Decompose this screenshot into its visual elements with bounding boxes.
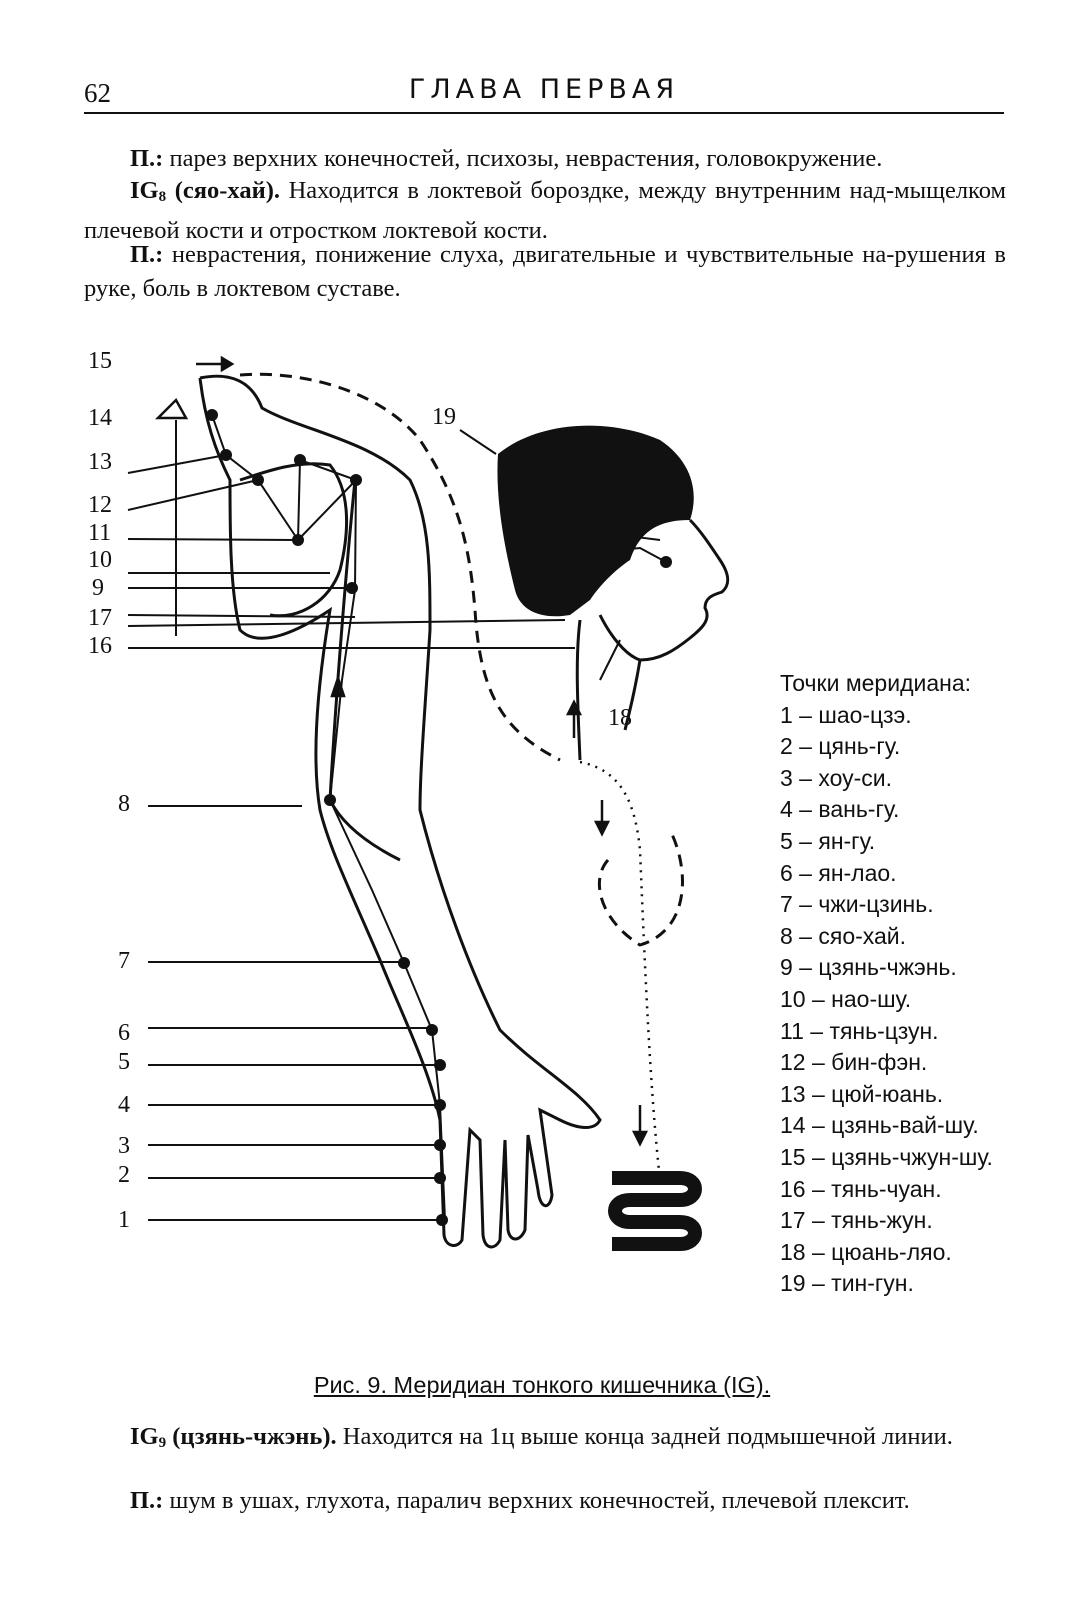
label-18: 18 <box>608 705 632 731</box>
label-9: 9 <box>92 575 104 601</box>
point-number: 9 <box>158 1435 167 1451</box>
label-6: 6 <box>118 1020 130 1046</box>
point-heading <box>130 177 280 204</box>
point-name: (сяо-хай). <box>166 177 280 204</box>
page-number: 62 <box>84 78 111 108</box>
point-heading <box>130 1423 337 1450</box>
legend-item: 12 – бин-фэн. <box>780 1049 928 1076</box>
label-16: 16 <box>88 633 112 659</box>
point-name: (цзянь-чжэнь). <box>166 1423 337 1450</box>
indications-label: П.: <box>130 145 164 172</box>
point-location-text: Находится на 1ц выше конца задней подмышечной линии. <box>336 1423 953 1450</box>
label-17: 17 <box>88 605 112 631</box>
indications-label: П.: <box>130 1487 164 1514</box>
meridian-dotted-path <box>580 762 660 1180</box>
legend-item: 16 – тянь-чуан. <box>780 1175 942 1202</box>
figure-caption-text: Рис. 9. Меридиан тонкого кишечника (IG). <box>313 1372 771 1398</box>
legend-item: 9 – цзянь-чжэнь. <box>780 954 957 981</box>
legend-item: 6 – ян-лао. <box>780 859 897 886</box>
paragraph-indications-ig9 <box>84 1484 1006 1518</box>
legend-item: 19 – тин-гун. <box>780 1270 914 1297</box>
legend-item: 7 – чжи-цзинь. <box>780 891 934 918</box>
legend-item: 8 – сяо-хай. <box>780 922 907 949</box>
label-3: 3 <box>118 1133 130 1159</box>
intestine-icon <box>612 1178 695 1244</box>
label-7: 7 <box>118 948 130 974</box>
legend-item: 3 – хоу-си. <box>780 764 893 791</box>
label-2: 2 <box>118 1162 130 1188</box>
chapter-title: ГЛАВА ПЕРВАЯ <box>408 74 680 105</box>
legend-item: 18 – цюань-ляо. <box>780 1238 952 1265</box>
meridian-points-legend <box>780 668 1070 1300</box>
paragraph-ig8 <box>84 174 1006 248</box>
paragraph-ig9 <box>84 1420 1006 1460</box>
figure-caption <box>0 1372 1084 1399</box>
legend-item: 17 – тянь-жун. <box>780 1207 933 1234</box>
label-8: 8 <box>118 791 130 817</box>
indications-label: П.: <box>130 241 164 268</box>
legend-item: 2 – цянь-гу. <box>780 733 901 760</box>
label-1: 1 <box>118 1207 130 1233</box>
legend-item: 1 – шао-цзэ. <box>780 701 912 728</box>
label-13: 13 <box>88 449 112 475</box>
label-19: 19 <box>432 404 456 430</box>
label-12: 12 <box>88 492 112 518</box>
label-4: 4 <box>118 1092 130 1118</box>
label-15: 15 <box>88 348 112 374</box>
point-location-text: Находится в локтевой бороздке, между внутренним над-мыщелком плечевой кости и отростком локтевой кости. <box>84 177 1006 244</box>
paragraph-indications-ig8 <box>84 238 1006 306</box>
indications-text: неврастения, понижение слуха, двигательные и чувствительные на-рушения в руке, боль в локтевом суставе. <box>84 241 1006 302</box>
page-header <box>84 72 1004 114</box>
indications-text: шум в ушах, глухота, паралич верхних конечностей, плечевой плексит. <box>163 1487 910 1514</box>
legend-item: 13 – цюй-юань. <box>780 1080 944 1107</box>
paragraph-indications-ig7 <box>84 142 1006 176</box>
indications-text: парез верхних конечностей, психозы, неврастения, головокружение. <box>163 145 883 172</box>
label-11: 11 <box>88 520 112 546</box>
legend-item: 5 – ян-гу. <box>780 827 876 854</box>
legend-item: 15 – цзянь-чжун-шу. <box>780 1143 993 1170</box>
label-5: 5 <box>118 1049 130 1075</box>
point-number: 8 <box>158 189 167 205</box>
point-code: IG <box>130 177 159 204</box>
legend-title: Точки меридиана: <box>780 670 972 696</box>
point-code: IG <box>130 1423 159 1450</box>
label-14: 14 <box>88 405 112 431</box>
label-10: 10 <box>88 547 112 573</box>
legend-item: 14 – цзянь-вай-шу. <box>780 1112 979 1139</box>
legend-item: 10 – нао-шу. <box>780 985 912 1012</box>
legend-item: 4 – вань-гу. <box>780 796 900 823</box>
legend-item: 11 – тянь-цзун. <box>780 1017 939 1044</box>
